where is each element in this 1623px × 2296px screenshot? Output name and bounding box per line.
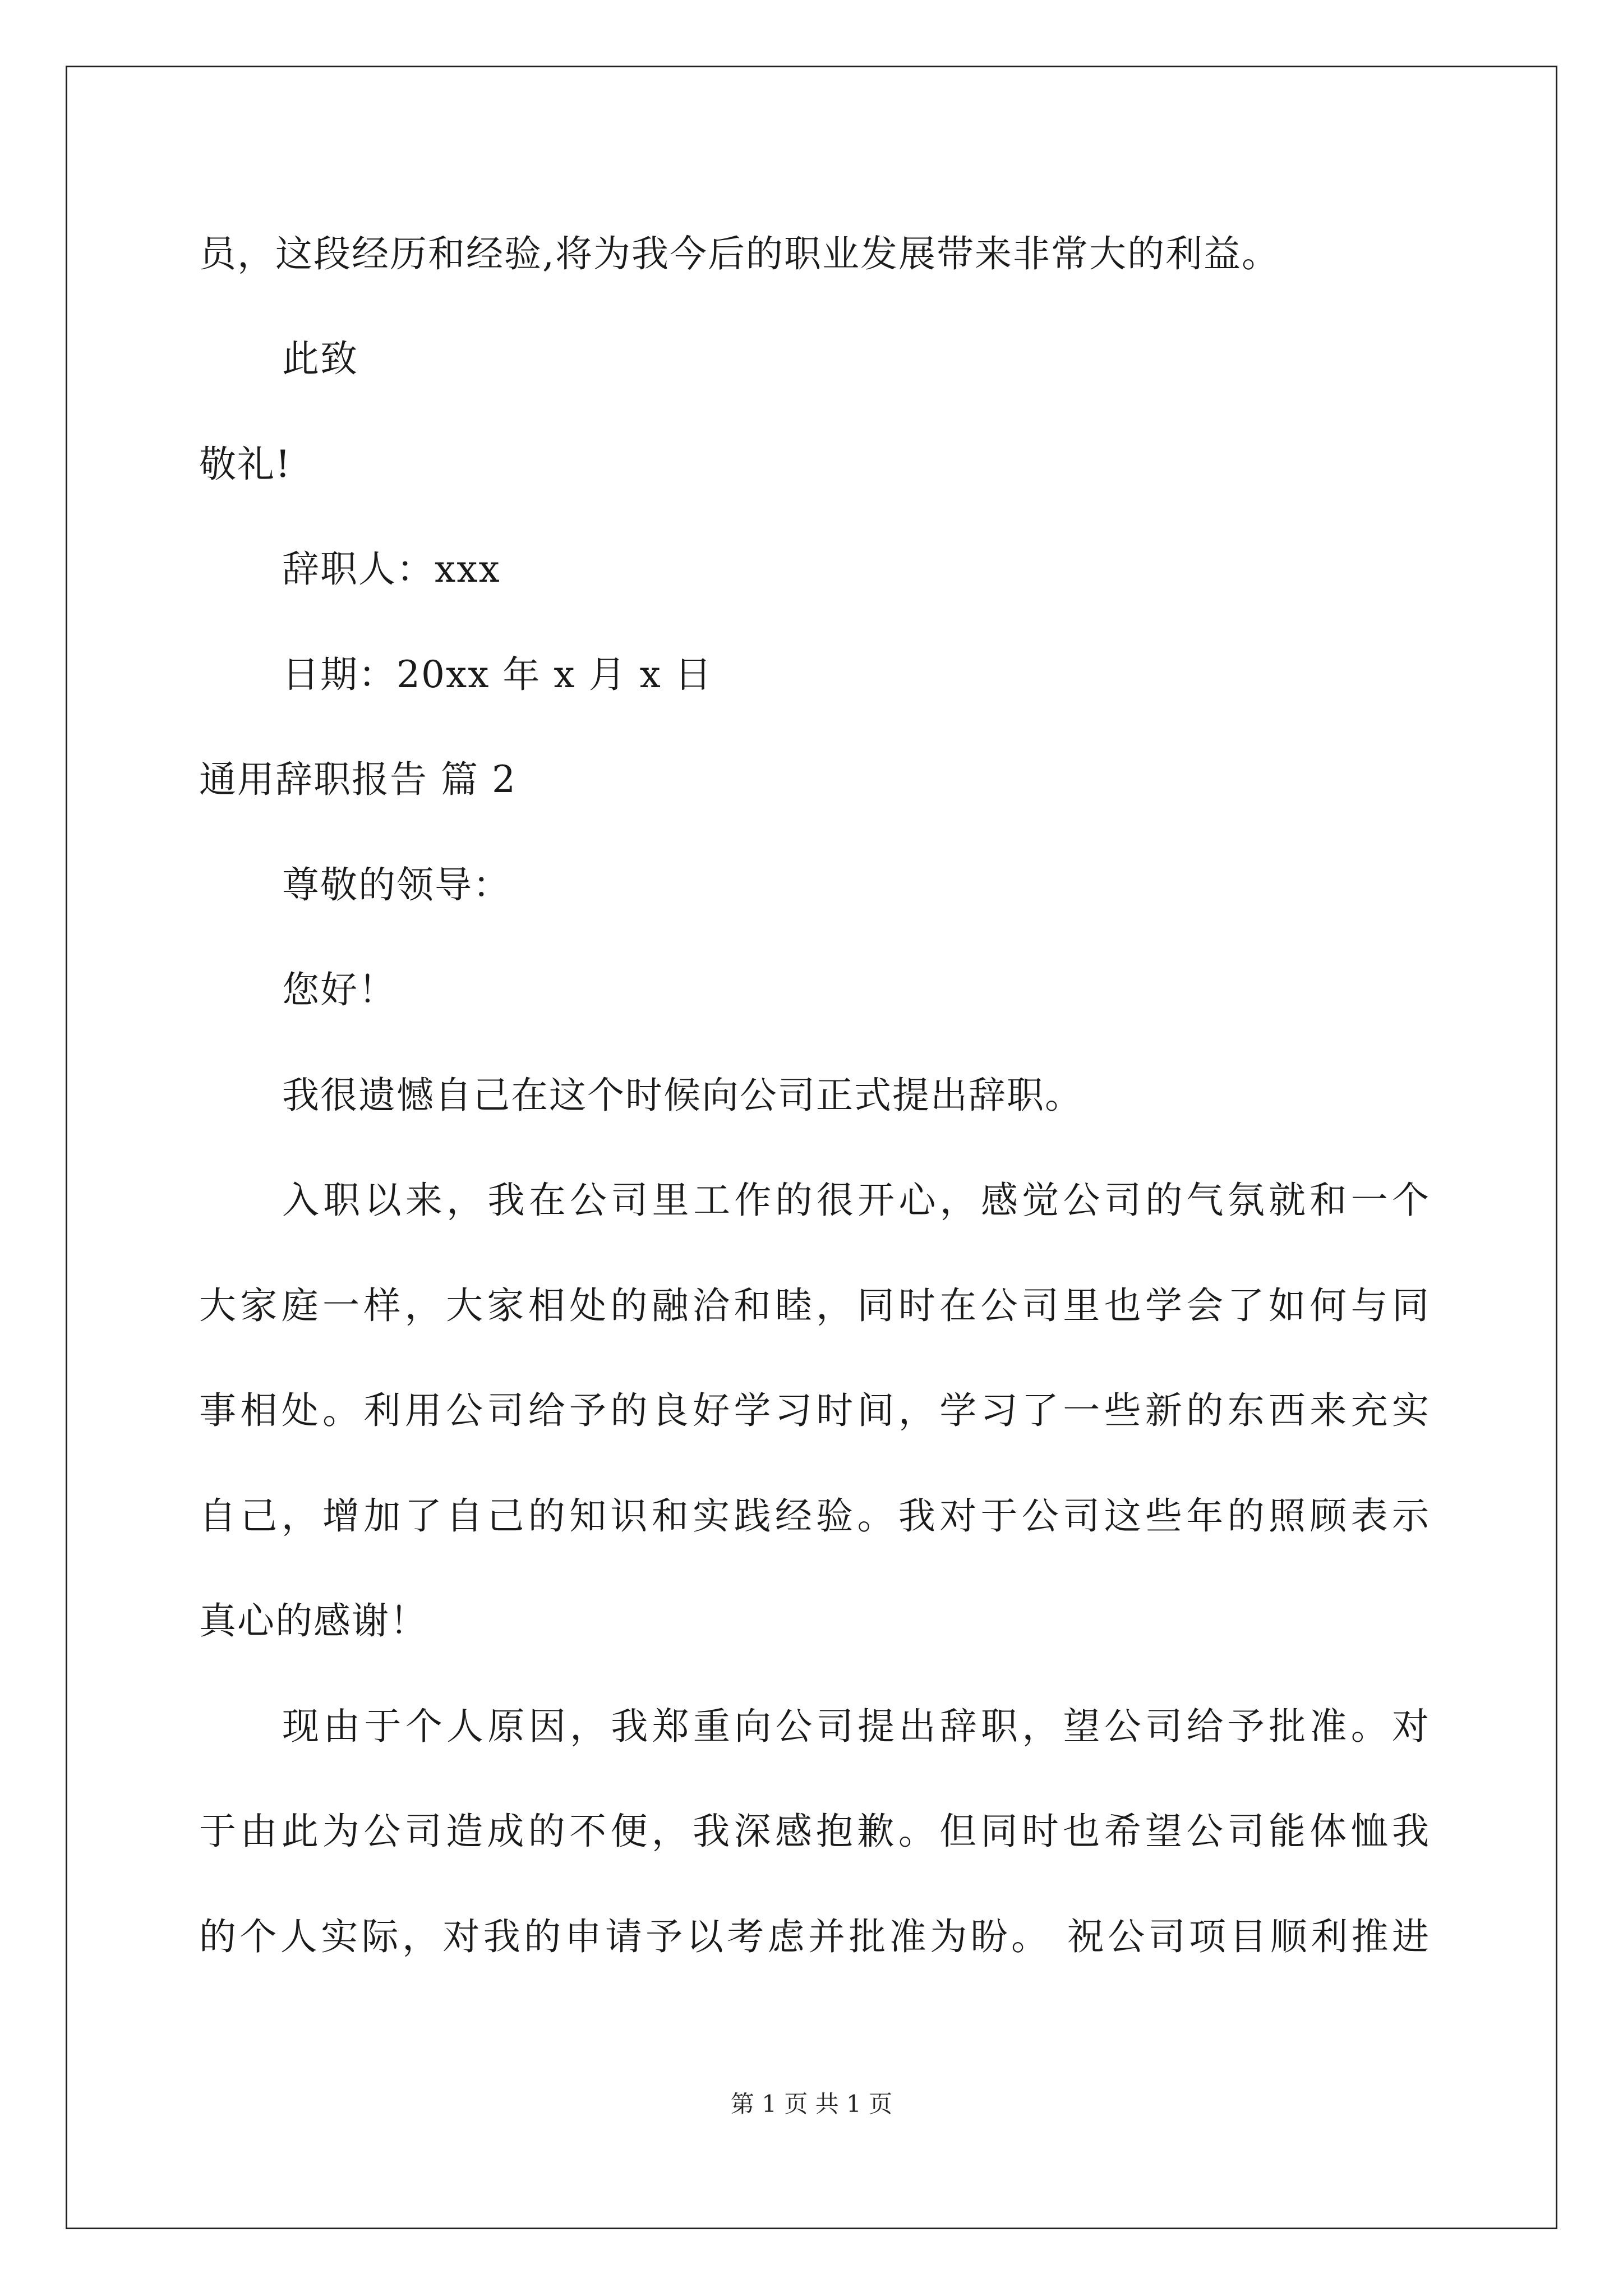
section-heading: 通用辞职报告 篇 2 [199, 758, 517, 801]
date-line: 日期：20xx 年 x 月 x 日 [282, 653, 713, 696]
paragraph-line: 事相处。利用公司给予的良好学习时间，学习了一些新的东西来充实 [199, 1389, 1430, 1432]
paragraph-line: 大家庭一样，大家相处的融洽和睦，同时在公司里也学会了如何与同 [199, 1284, 1430, 1327]
paragraph-line: 现由于个人原因，我郑重向公司提出辞职，望公司给予批准。对 [282, 1705, 1430, 1748]
paragraph-line: 自己，增加了自己的知识和实践经验。我对于公司这些年的照顾表示 [199, 1494, 1430, 1538]
closing-phrase: 此致 [282, 337, 358, 380]
greeting: 尊敬的领导： [282, 863, 511, 907]
paragraph-line: 真心的感谢！ [199, 1599, 428, 1642]
paragraph-line: 我很遗憾自己在这个时候向公司正式提出辞职。 [282, 1074, 1083, 1117]
greeting-hello: 您好！ [282, 968, 396, 1011]
paragraph-line: 于由此为公司造成的不便，我深感抱歉。但同时也希望公司能体恤我 [199, 1810, 1430, 1853]
page-border [66, 66, 1557, 2229]
text-line-1: 员，这段经历和经验,将为我今后的职业发展带来非常大的利益。 [199, 232, 1280, 275]
page-footer: 第 1 页 共 1 页 [730, 2090, 893, 2118]
paragraph-line: 入职以来，我在公司里工作的很开心，感觉公司的气氛就和一个 [282, 1179, 1430, 1222]
signatory: 辞职人：xxx [282, 547, 501, 591]
salutation-closing: 敬礼! [199, 443, 292, 486]
paragraph-line: 的个人实际，对我的申请予以考虑并批准为盼。 祝公司项目顺利推进 [199, 1915, 1430, 1958]
